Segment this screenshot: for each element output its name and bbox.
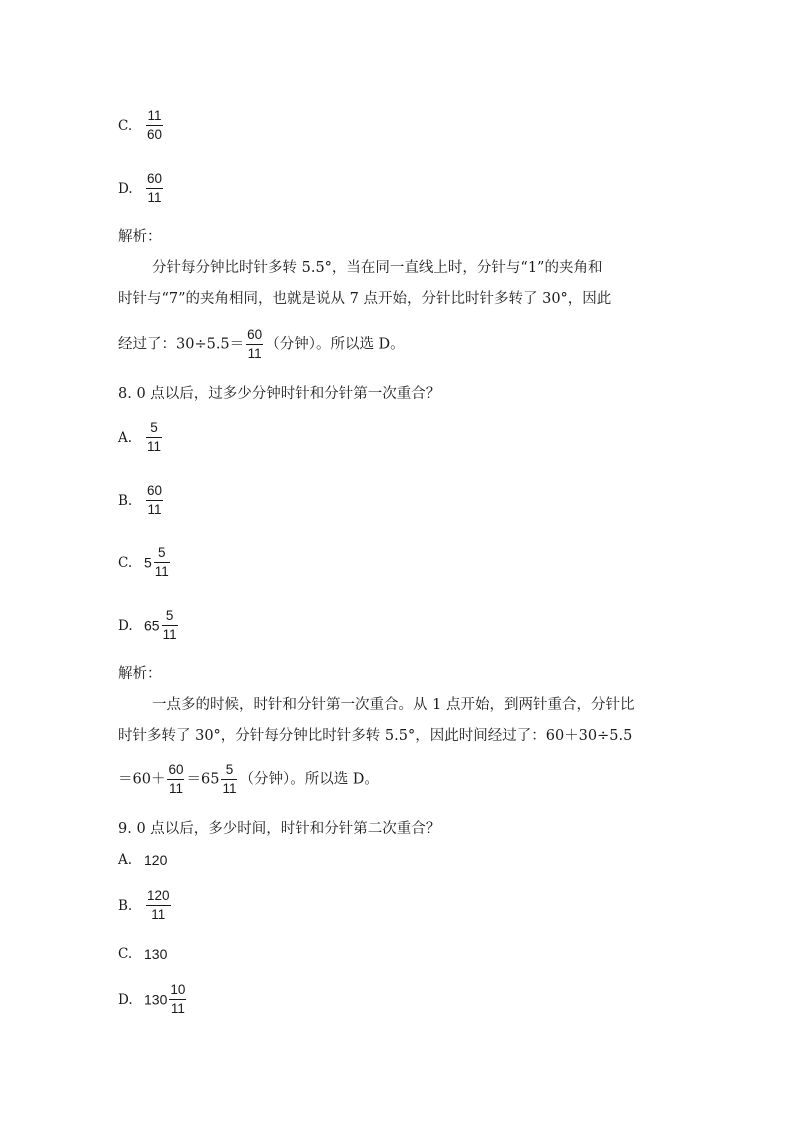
mixed-whole: 130 — [144, 991, 168, 1008]
option-letter: C. — [118, 117, 133, 134]
fraction-numerator: 5 — [162, 608, 178, 626]
q8-analysis-line-3 — [118, 762, 379, 797]
fraction-numerator: 120 — [146, 888, 171, 906]
fraction — [146, 483, 163, 518]
fraction-denominator: 60 — [147, 127, 163, 142]
mixed-whole: 5 — [144, 554, 152, 571]
q7-analysis-label: 解析： — [118, 229, 162, 245]
fraction-numerator: 5 — [146, 420, 162, 438]
q9-question: 9. 0 点以后，多少时间，时针和分针第二次重合？ — [118, 821, 441, 837]
option-letter: B. — [118, 897, 133, 914]
fraction — [162, 608, 178, 643]
fraction — [146, 171, 163, 206]
q7-analysis-line-2: 时针与“7”的夹角相同，也就是说从 7 点开始，分针比时针多转了 30°，因此 — [118, 291, 612, 307]
mixed-whole: 65 — [144, 617, 160, 634]
q7-analysis-line-3 — [118, 327, 405, 362]
fraction-denominator: 11 — [247, 346, 262, 361]
fraction-denominator: 11 — [147, 502, 162, 517]
q8-option-c — [118, 545, 172, 580]
option-letter: B. — [118, 492, 133, 509]
fraction-denominator: 11 — [162, 627, 177, 642]
fraction-numerator: 60 — [146, 171, 163, 189]
option-letter: D. — [118, 180, 133, 197]
q9-option-a — [118, 850, 167, 870]
option-value: 130 — [144, 946, 168, 962]
fraction — [154, 545, 170, 580]
option-letter: D. — [118, 617, 133, 634]
fraction — [246, 327, 263, 362]
fraction-numerator: 10 — [169, 982, 186, 1000]
fraction — [169, 982, 186, 1017]
analysis-text: ＝65 — [186, 771, 220, 788]
fraction-denominator: 11 — [154, 564, 169, 579]
fraction-denominator: 11 — [222, 781, 237, 796]
q8-analysis-line-2: 时针多转了 30°，分针每分钟比时针多转 5.5°，因此时间经过了：60＋30÷5.5 — [118, 728, 633, 744]
fraction-numerator: 5 — [221, 762, 237, 780]
q8-option-b — [118, 483, 165, 518]
option-letter: A. — [118, 429, 133, 446]
fraction-numerator: 60 — [167, 762, 184, 780]
option-letter: A. — [118, 852, 133, 868]
fraction-numerator: 5 — [154, 545, 170, 563]
q9-option-d — [118, 982, 188, 1017]
option-letter: C. — [118, 946, 133, 962]
option-letter: D. — [118, 991, 133, 1008]
q7-analysis-line-1: 分针每分钟比时针多转 5.5°，当在同一直线上时，分针与“1”的夹角和 — [152, 260, 603, 276]
q8-analysis-line-1: 一点多的时候，时针和分针第一次重合。从 1 点开始，到两针重合，分针比 — [152, 697, 635, 713]
q8-option-d — [118, 608, 180, 643]
fraction-numerator: 60 — [146, 483, 163, 501]
fraction — [146, 420, 162, 455]
analysis-text: （分钟）。所以选 D。 — [265, 336, 405, 353]
q7-option-c — [118, 108, 165, 143]
option-value: 120 — [144, 852, 168, 868]
fraction-denominator: 11 — [170, 1001, 185, 1016]
fraction — [146, 108, 163, 143]
q8-question: 8. 0 点以后，过多少分钟时针和分针第一次重合？ — [118, 386, 441, 402]
q8-analysis-label: 解析： — [118, 666, 162, 682]
analysis-text: 经过了：30÷5.5＝ — [118, 336, 245, 353]
option-letter: C. — [118, 554, 133, 571]
fraction-denominator: 11 — [151, 907, 166, 922]
q8-option-a — [118, 420, 164, 455]
q9-option-b — [118, 888, 173, 923]
analysis-text: ＝60＋ — [118, 771, 166, 788]
analysis-text: （分钟）。所以选 D。 — [239, 771, 379, 788]
fraction-denominator: 11 — [168, 781, 183, 796]
fraction — [146, 888, 171, 923]
fraction-denominator: 11 — [147, 439, 162, 454]
fraction — [221, 762, 237, 797]
q7-option-d — [118, 171, 165, 206]
fraction-numerator: 11 — [146, 108, 163, 126]
fraction-numerator: 60 — [246, 327, 263, 345]
fraction — [167, 762, 184, 797]
fraction-denominator: 11 — [147, 190, 162, 205]
q9-option-c — [118, 944, 167, 964]
